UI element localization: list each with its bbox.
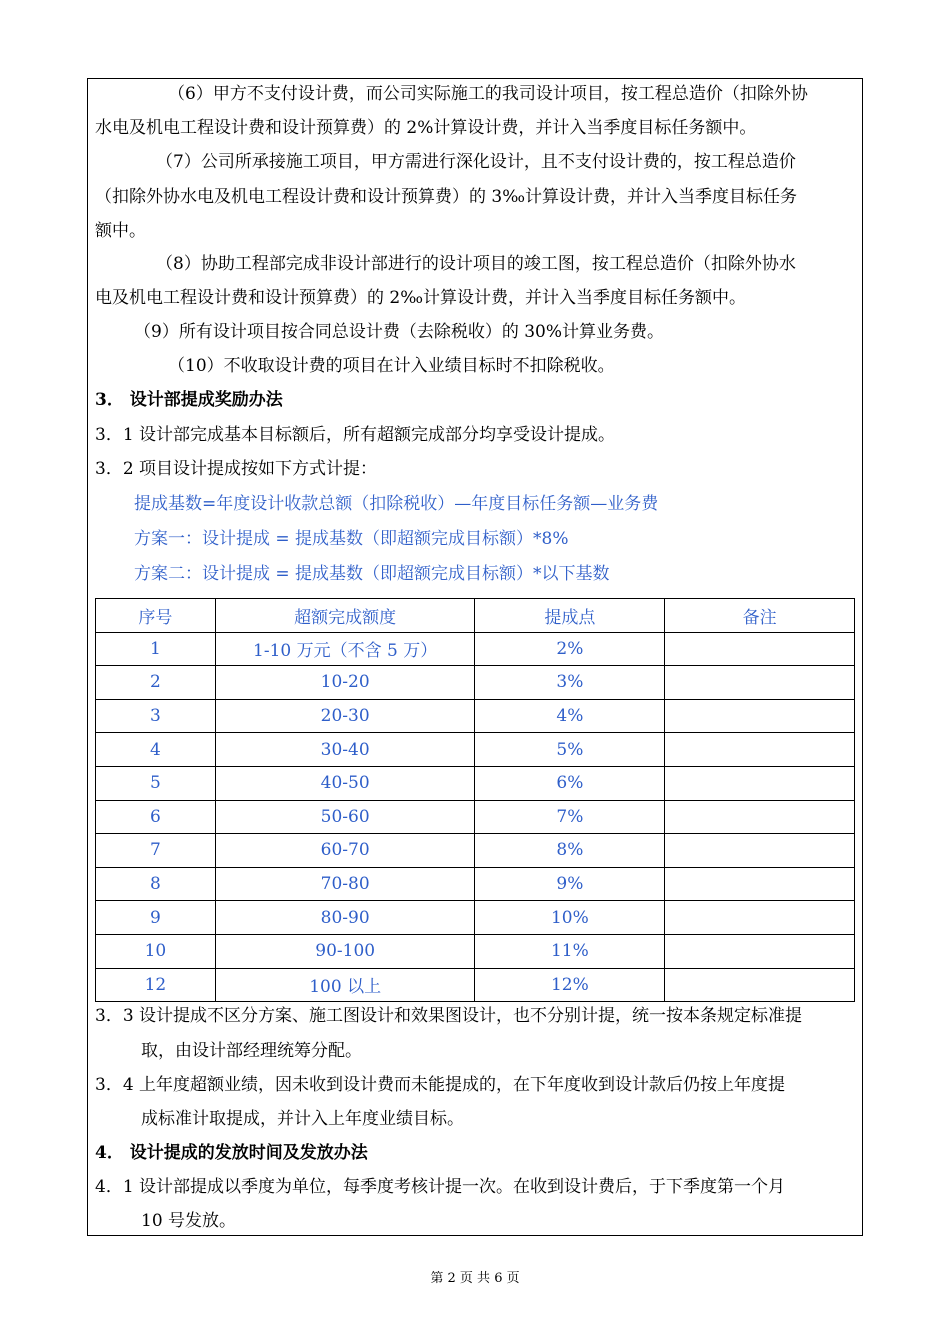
plan-two: 方案二：设计提成 = 提成基数（即超额完成目标额）*以下基数 — [134, 564, 610, 584]
table-row — [96, 632, 855, 666]
cell-seq: 7 — [96, 834, 216, 868]
cell-range: 1-10 万元（不含 5 万） — [215, 632, 475, 666]
cell-range: 10-20 — [215, 666, 475, 700]
section-3-3-line-2: 取，由设计部经理统筹分配。 — [141, 1041, 362, 1061]
cell-seq: 1 — [96, 632, 216, 666]
cell-range: 30-40 — [215, 733, 475, 767]
plan-one: 方案一：设计提成 = 提成基数（即超额完成目标额）*8% — [134, 529, 569, 549]
cell-seq: 5 — [96, 766, 216, 800]
table-row — [96, 834, 855, 868]
paragraph-6-line-2: 水电及机电工程设计费和设计预算费）的 2%计算设计费，并计入当季度目标任务额中。 — [95, 118, 757, 138]
cell-rate: 7% — [475, 800, 665, 834]
header-seq: 序号 — [96, 599, 216, 633]
cell-range: 50-60 — [215, 800, 475, 834]
cell-seq: 12 — [96, 968, 216, 1002]
table-row — [96, 800, 855, 834]
section-3-4-line-1: 3．4 上年度超额业绩，因未收到设计费而未能提成的，在下年度收到设计款后仍按上年度提 — [95, 1075, 786, 1095]
header-note: 备注 — [665, 599, 855, 633]
cell-note — [665, 968, 855, 1002]
cell-note — [665, 699, 855, 733]
cell-rate: 9% — [475, 867, 665, 901]
paragraph-7-line-2: （扣除外协水电及机电工程设计费和设计预算费）的 3‰计算设计费，并计入当季度目标任务 — [95, 187, 798, 207]
cell-note — [665, 766, 855, 800]
cell-note — [665, 934, 855, 968]
cell-seq: 2 — [96, 666, 216, 700]
cell-range: 80-90 — [215, 901, 475, 935]
cell-range: 70-80 — [215, 867, 475, 901]
cell-seq: 4 — [96, 733, 216, 767]
cell-note — [665, 632, 855, 666]
table-row — [96, 666, 855, 700]
cell-rate: 8% — [475, 834, 665, 868]
table-row — [96, 766, 855, 800]
cell-rate: 3% — [475, 666, 665, 700]
cell-range: 90-100 — [215, 934, 475, 968]
paragraph-7-line-1: （7）公司所承接施工项目，甲方需进行深化设计，且不支付设计费的，按工程总造价 — [156, 152, 796, 172]
page-number: 第 2 页 共 6 页 — [430, 1271, 520, 1286]
cell-seq: 3 — [96, 699, 216, 733]
table-row — [96, 901, 855, 935]
cell-rate: 6% — [475, 766, 665, 800]
section-4-1-line-2: 10 号发放。 — [141, 1211, 237, 1231]
cell-note — [665, 834, 855, 868]
formula-base: 提成基数=年度设计收款总额（扣除税收）—年度目标任务额—业务费 — [134, 494, 659, 514]
cell-rate: 5% — [475, 733, 665, 767]
cell-range: 100 以上 — [215, 968, 475, 1002]
cell-rate: 10% — [475, 901, 665, 935]
section-4-heading: 4． 设计提成的发放时间及发放办法 — [95, 1143, 368, 1163]
table-row — [96, 699, 855, 733]
cell-rate: 11% — [475, 934, 665, 968]
paragraph-8-line-2: 电及机电工程设计费和设计预算费）的 2‰计算设计费，并计入当季度目标任务额中。 — [95, 288, 747, 308]
cell-rate: 4% — [475, 699, 665, 733]
cell-note — [665, 733, 855, 767]
table-row — [96, 867, 855, 901]
section-3-3-line-1: 3．3 设计提成不区分方案、施工图设计和效果图设计，也不分别计提，统一按本条规定标准提 — [95, 1006, 803, 1026]
section-3-heading: 3． 设计部提成奖励办法 — [95, 390, 283, 410]
cell-range: 20-30 — [215, 699, 475, 733]
header-rate: 提成点 — [475, 599, 665, 633]
header-range: 超额完成额度 — [215, 599, 475, 633]
paragraph-8-line-1: （8）协助工程部完成非设计部进行的设计项目的竣工图，按工程总造价（扣除外协水 — [156, 254, 796, 274]
cell-note — [665, 666, 855, 700]
commission-table — [95, 598, 855, 1002]
cell-seq: 6 — [96, 800, 216, 834]
paragraph-9: （9）所有设计项目按合同总设计费（去除税收）的 30%计算业务费。 — [134, 322, 665, 342]
cell-range: 60-70 — [215, 834, 475, 868]
cell-note — [665, 867, 855, 901]
table-row — [96, 934, 855, 968]
section-3-4-line-2: 成标准计取提成，并计入上年度业绩目标。 — [141, 1109, 464, 1129]
table-row — [96, 968, 855, 1002]
cell-rate: 12% — [475, 968, 665, 1002]
paragraph-10: （10）不收取设计费的项目在计入业绩目标时不扣除税收。 — [168, 356, 615, 376]
cell-seq: 9 — [96, 901, 216, 935]
table-row — [96, 733, 855, 767]
cell-range: 40-50 — [215, 766, 475, 800]
section-4-1-line-1: 4．1 设计部提成以季度为单位，每季度考核计提一次。在收到设计费后，于下季度第一个月 — [95, 1177, 786, 1197]
cell-rate: 2% — [475, 632, 665, 666]
cell-note — [665, 901, 855, 935]
cell-seq: 10 — [96, 934, 216, 968]
cell-note — [665, 800, 855, 834]
table-header-row — [96, 599, 855, 633]
cell-seq: 8 — [96, 867, 216, 901]
paragraph-7-line-3: 额中。 — [95, 221, 146, 241]
paragraph-6-line-1: （6）甲方不支付设计费，而公司实际施工的我司设计项目，按工程总造价（扣除外协 — [168, 84, 808, 104]
section-3-2: 3．2 项目设计提成按如下方式计提： — [95, 459, 378, 479]
section-3-1: 3．1 设计部完成基本目标额后，所有超额完成部分均享受设计提成。 — [95, 425, 616, 445]
